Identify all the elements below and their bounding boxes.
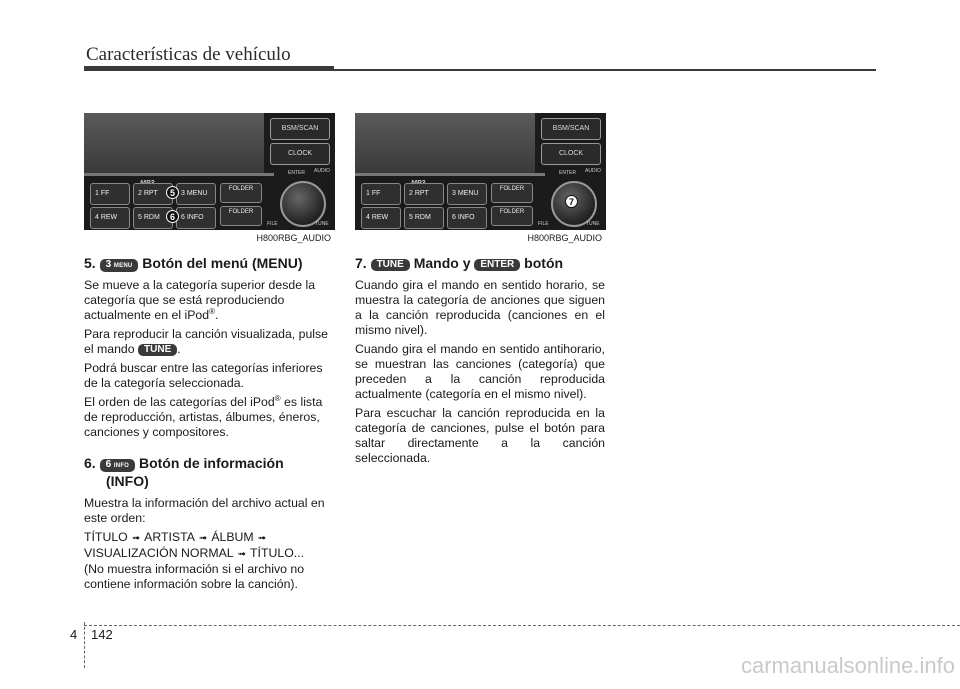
paragraph: Para escuchar la canción reproducida en la categoría de canciones, pulse el botón para saltar directamente a la canción seleccionada. xyxy=(355,406,605,465)
page-number: 142 xyxy=(91,627,113,642)
section-5-heading xyxy=(84,254,334,272)
file-label: FILE xyxy=(267,221,278,227)
badge-number: 3 xyxy=(105,259,112,270)
preset-key-1: 1 FF xyxy=(90,183,130,205)
info-key-badge xyxy=(100,459,135,472)
folder-up-key: FOLDER xyxy=(220,183,262,203)
section-number: 5. xyxy=(84,255,96,271)
callout-marker-5: 5 xyxy=(166,186,179,199)
preset-key-4: 4 REW xyxy=(361,207,401,229)
enter-key-badge: ENTER xyxy=(474,259,520,271)
tune-label: TUNE xyxy=(586,221,600,227)
preset-key-6: 6 INFO xyxy=(447,207,487,229)
audio-panel-figure-2 xyxy=(355,113,606,244)
section-number: 6. xyxy=(84,455,96,471)
page-header: Características de vehículo xyxy=(86,44,291,65)
audio-label: AUDIO xyxy=(585,168,601,174)
folder-down-key: FOLDER xyxy=(220,206,262,226)
panel-edge xyxy=(355,173,545,176)
badge-word: MENU xyxy=(113,263,133,269)
left-column xyxy=(84,254,334,596)
text: (No muestra información si el archivo no contiene información sobre la canción). xyxy=(84,562,305,591)
enter-label: ENTER xyxy=(288,170,305,176)
text: es lista de reproducción, artistas, álbumes, éneros, canciones y compositores. xyxy=(84,395,323,439)
folder-down-key: FOLDER xyxy=(491,206,533,226)
file-label: FILE xyxy=(538,221,549,227)
paragraph xyxy=(84,278,334,323)
header-rule-thick xyxy=(84,66,334,71)
paragraph xyxy=(84,327,334,357)
paragraph: Podrá buscar entre las categorías inferiores de la categoría seleccionada. xyxy=(84,361,323,390)
section-title: botón xyxy=(524,255,564,271)
arrow-icon: ➟ xyxy=(131,533,141,544)
menu-key-badge xyxy=(100,259,139,272)
section-number: 7. xyxy=(355,255,367,271)
chapter-number: 4 xyxy=(70,627,78,642)
figure-caption: H800RBG_AUDIO xyxy=(256,233,331,243)
paragraph: Muestra la información del archivo actual en este orden: xyxy=(84,496,325,525)
seq-item: TÍTULO xyxy=(84,530,128,544)
paragraph: Cuando gira el mando en sentido antihorario, se muestran las canciones (categoría) que preceden a la canción reproducida actualmente (categoría en el mismo nivel). xyxy=(355,342,605,401)
registered-mark: ® xyxy=(274,393,281,403)
text: Para reproducir la canción visualizada, pulse el mando xyxy=(84,327,329,356)
bsm-scan-key: BSM/SCAN xyxy=(270,118,330,140)
paragraph: Cuando gira el mando en sentido horario, se muestra la categoría de anciones que siguen a la canción reproducida (canciones en el mismo nivel). xyxy=(355,278,605,337)
section-title: Mando y xyxy=(413,255,471,271)
text: El orden de las categorías del iPod xyxy=(84,395,275,409)
registered-mark: ® xyxy=(209,306,216,316)
preset-key-5: 5 RDM xyxy=(133,207,173,229)
preset-key-4: 4 REW xyxy=(90,207,130,229)
badge-word: INFO xyxy=(113,463,130,469)
section-6-heading xyxy=(84,454,334,490)
arrow-icon: ➟ xyxy=(257,533,267,544)
panel-edge xyxy=(84,173,274,176)
right-column xyxy=(355,254,605,470)
arrow-icon: ➟ xyxy=(198,533,208,544)
tune-key-badge: TUNE xyxy=(371,259,410,271)
section-title-cont: (INFO) xyxy=(106,473,149,489)
seq-item: VISUALIZACIÓN NORMAL xyxy=(84,546,234,560)
watermark: carmanualsonline.info xyxy=(740,653,955,678)
section-title: Botón de información xyxy=(138,455,284,471)
text: . xyxy=(177,342,181,356)
tune-label: TUNE xyxy=(315,221,329,227)
text: Se mueve a la categoría superior desde la categoría que se está reproduciendo actualmente en el iPod xyxy=(84,278,316,322)
enter-label: ENTER xyxy=(559,170,576,176)
clock-key: CLOCK xyxy=(541,143,601,165)
spacer xyxy=(84,444,334,454)
callout-marker-6: 6 xyxy=(166,210,179,223)
section-7-heading xyxy=(355,254,605,272)
footer-rule xyxy=(84,625,960,626)
clock-key: CLOCK xyxy=(270,143,330,165)
panel-display xyxy=(84,113,264,173)
preset-key-6: 6 INFO xyxy=(176,207,216,229)
seq-item: ÁLBUM xyxy=(211,530,254,544)
folder-up-key: FOLDER xyxy=(491,183,533,203)
preset-key-3: 3 MENU xyxy=(176,183,216,205)
panel-display xyxy=(355,113,535,173)
text: . xyxy=(215,308,219,322)
callout-marker-7: 7 xyxy=(565,195,578,208)
tune-key-badge: TUNE xyxy=(138,344,177,356)
bsm-scan-key: BSM/SCAN xyxy=(541,118,601,140)
preset-key-2: 2 RPT xyxy=(404,183,444,205)
arrow-icon: ➟ xyxy=(237,549,247,560)
footer-divider xyxy=(84,622,85,668)
audio-panel-figure-1 xyxy=(84,113,335,244)
audio-label: AUDIO xyxy=(314,168,330,174)
badge-number: 6 xyxy=(105,459,112,470)
info-sequence xyxy=(84,530,334,592)
header-rule-thin xyxy=(334,69,876,71)
preset-key-1: 1 FF xyxy=(361,183,401,205)
figure-caption: H800RBG_AUDIO xyxy=(527,233,602,243)
preset-key-3: 3 MENU xyxy=(447,183,487,205)
seq-item: ARTISTA xyxy=(144,530,195,544)
paragraph xyxy=(84,395,334,440)
preset-key-5: 5 RDM xyxy=(404,207,444,229)
section-title: Botón del menú (MENU) xyxy=(142,255,303,271)
preset-key-2: 2 RPT xyxy=(133,183,173,205)
seq-item: TÍTULO... xyxy=(250,546,305,560)
